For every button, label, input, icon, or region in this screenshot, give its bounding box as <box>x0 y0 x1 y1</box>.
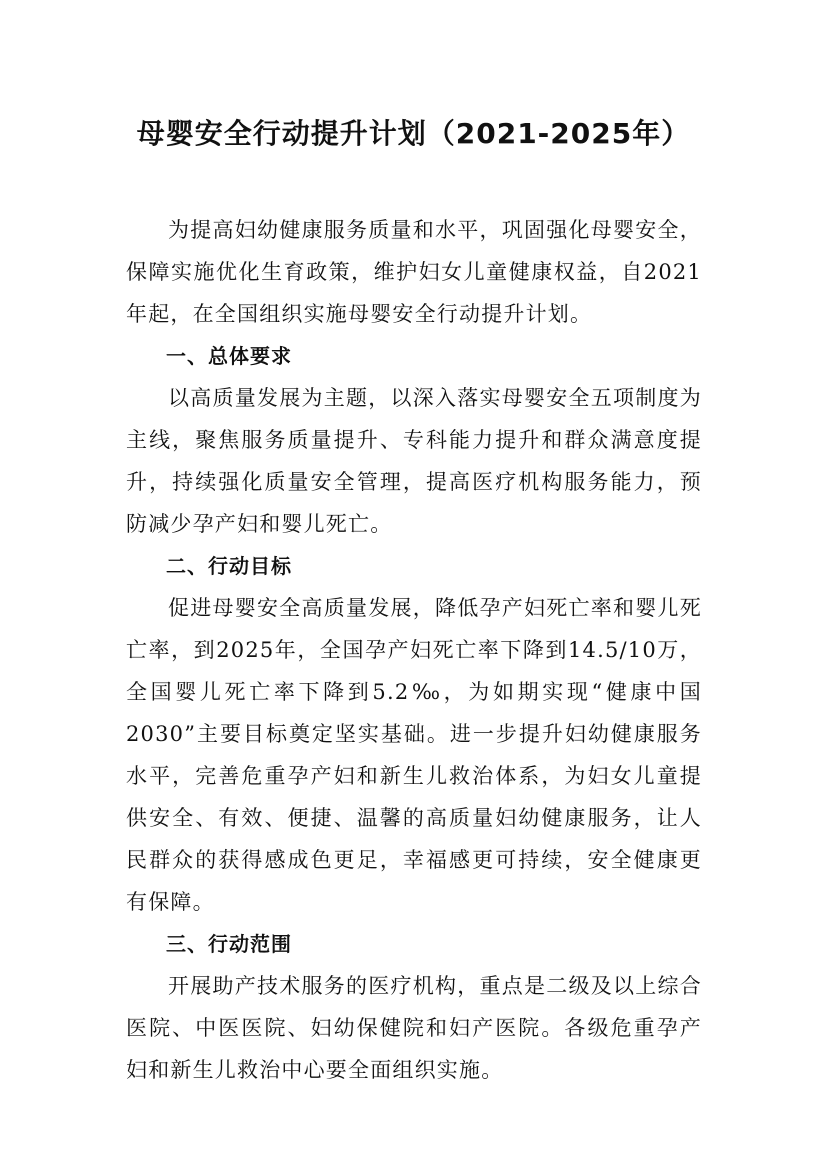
intro-paragraph: 为提高妇幼健康服务质量和水平，巩固强化母婴安全，保障实施优化生育政策，维护妇女儿童健康权益，自2021年起，在全国组织实施母婴安全行动提升计划。 <box>126 218 702 326</box>
section-heading-action-scope: 三、行动范围 <box>166 932 292 956</box>
document-body <box>126 209 702 1091</box>
section-heading-general-requirements: 一、总体要求 <box>166 344 292 368</box>
section-heading-action-goals: 二、行动目标 <box>166 554 292 578</box>
document-title: 母婴安全行动提升计划（2021-2025年） <box>136 117 691 150</box>
section-text-action-goals: 促进母婴安全高质量发展，降低孕产妇死亡率和婴儿死亡率，到2025年，全国孕产妇死亡率下降到14.5/10万，全国婴儿死亡率下降到5.2‰，为如期实现“健康中国2030”主要目标奠定坚实基础。进一步提升妇幼健康服务水平，完善危重孕产妇和新生儿救治体系，为妇女儿童提供安全、有效、便捷、温馨的高质量妇幼健康服务，让人民群众的获得感成色更足，幸福感更可持续，安全健康更有保障。 <box>126 596 702 914</box>
section-text-action-scope: 开展助产技术服务的医疗机构，重点是二级及以上综合医院、中医医院、妇幼保健院和妇产医院。各级危重孕产妇和新生儿救治中心要全面组织实施。 <box>126 974 702 1082</box>
section-text-general-requirements: 以高质量发展为主题，以深入落实母婴安全五项制度为主线，聚焦服务质量提升、专科能力提升和群众满意度提升，持续强化质量安全管理，提高医疗机构服务能力，预防减少孕产妇和婴儿死亡。 <box>126 386 702 536</box>
